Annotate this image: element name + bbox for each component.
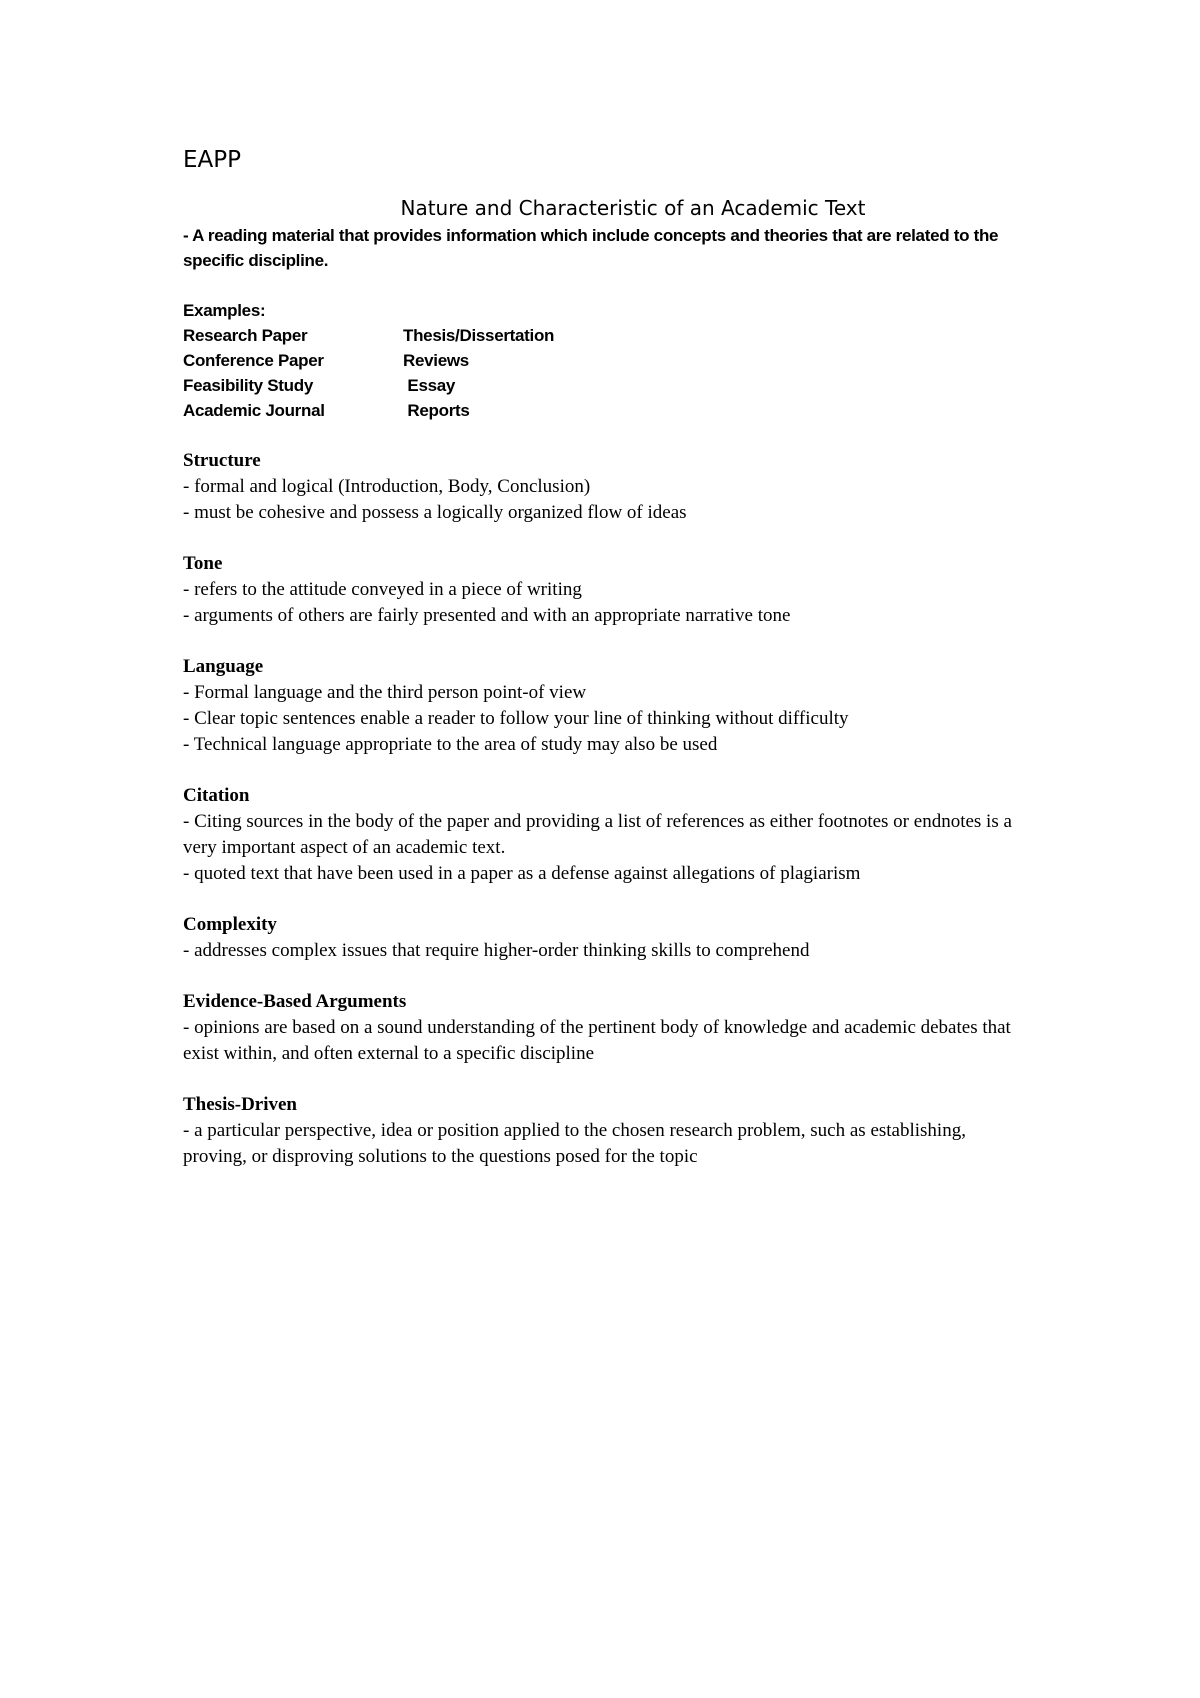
example-item: Thesis/Dissertation: [403, 326, 555, 345]
section-line: - Technical language appropriate to the area of study may also be used: [183, 734, 718, 755]
examples-heading: Examples:: [183, 301, 266, 320]
section-tone: [183, 551, 1033, 629]
section-line: - opinions are based on a sound understanding of the pertinent body of knowledge and academic debates that exist within, and often external to a specific discipline: [183, 1017, 1011, 1064]
intro-definition: - A reading material that provides information which include concepts and theories that are related to the specific discipline.: [183, 226, 999, 270]
section-line: - quoted text that have been used in a paper as a defense against allegations of plagiarism: [183, 863, 861, 884]
examples-row: [183, 373, 1033, 398]
examples-row: [183, 398, 1033, 423]
examples-row: [183, 348, 1033, 373]
section-line: - arguments of others are fairly presented and with an appropriate narrative tone: [183, 605, 791, 626]
section-line: - Formal language and the third person point-of view: [183, 682, 587, 703]
example-item: Reports: [403, 401, 470, 420]
section-line: - must be cohesive and possess a logically organized flow of ideas: [183, 502, 687, 523]
example-item: Reviews: [403, 351, 469, 370]
section-heading: Thesis-Driven: [183, 1094, 297, 1115]
examples-block: [183, 298, 1033, 423]
section-line: - Clear topic sentences enable a reader to follow your line of thinking without difficulty: [183, 708, 849, 729]
section-structure: [183, 448, 1033, 526]
section-line: - addresses complex issues that require higher-order thinking skills to comprehend: [183, 940, 810, 961]
section-thesis-driven: [183, 1092, 1033, 1170]
document-title: EAPP: [183, 147, 242, 173]
section-evidence-based-arguments: [183, 989, 1033, 1067]
section-complexity: [183, 912, 1033, 964]
section-heading: Language: [183, 656, 264, 677]
document-subtitle: Nature and Characteristic of an Academic Text: [400, 196, 866, 220]
example-item: Conference Paper: [183, 351, 324, 370]
section-line: - Citing sources in the body of the paper and providing a list of references as either footnotes or endnotes is a very important aspect of an academic text.: [183, 811, 1012, 858]
examples-row: [183, 323, 1033, 348]
section-line: - a particular perspective, idea or position applied to the chosen research problem, such as establishing, proving, or disproving solutions to the questions posed for the topic: [183, 1120, 966, 1167]
section-heading: Evidence-Based Arguments: [183, 991, 407, 1012]
section-citation: [183, 783, 1033, 887]
section-heading: Complexity: [183, 914, 277, 935]
section-language: [183, 654, 1033, 758]
example-item: Research Paper: [183, 326, 308, 345]
document-page: [183, 140, 1033, 1170]
section-heading: Structure: [183, 450, 261, 471]
section-heading: Tone: [183, 553, 223, 574]
section-line: - formal and logical (Introduction, Body, Conclusion): [183, 476, 591, 497]
example-item: Feasibility Study: [183, 376, 313, 395]
section-line: - refers to the attitude conveyed in a piece of writing: [183, 579, 582, 600]
example-item: Academic Journal: [183, 401, 325, 420]
section-heading: Citation: [183, 785, 250, 806]
example-item: Essay: [403, 376, 456, 395]
